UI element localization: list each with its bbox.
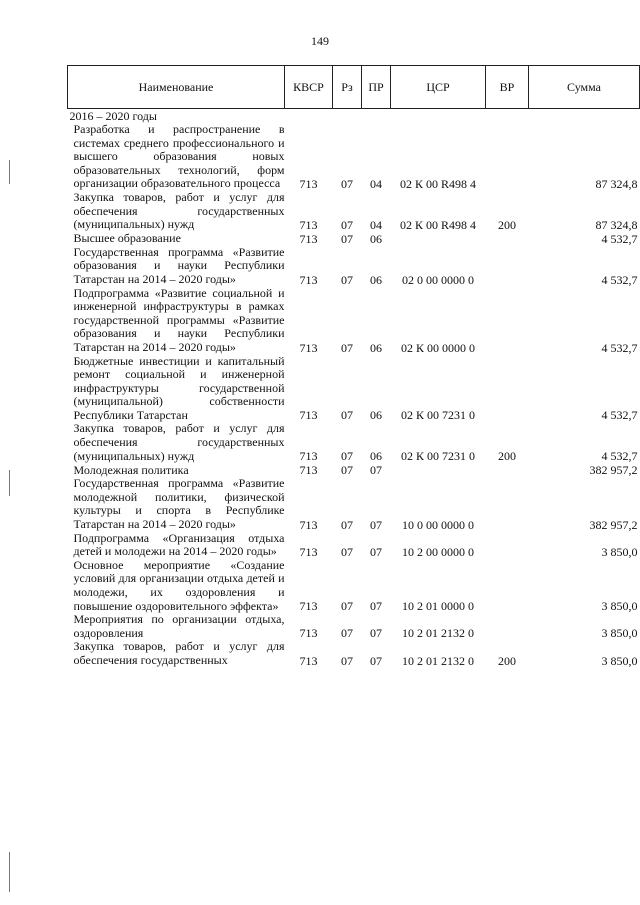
row-vr [486,246,529,287]
row-name: Основное мероприятие «Создание условий для организации отдыха детей и молодежи, их оздоровления и повышение оздоровительного эффекта» [73,557,285,613]
row-name: Бюджетные инвестиции и капитальный ремонт социальной и инженерной инфраструктуры государственной (муниципальной) собственности Республики Татарстан [73,353,285,422]
row-rz: 07 [341,626,353,641]
row-rz: 07 [341,176,353,191]
row-vr [486,232,529,246]
table-row [68,246,640,287]
table-row [68,477,640,531]
table-row [68,463,640,477]
row-kvsr: 713 [299,544,318,559]
table-row [68,532,640,559]
row-pr: 06 [370,231,382,246]
row-sum: 382 957,2 [589,463,638,478]
row-kvsr: 713 [299,449,318,464]
row-vr: 200 [498,653,516,668]
budget-table [67,65,640,668]
row-csr: 10 0 00 0000 0 [402,517,474,532]
row-name: Разработка и распространение в системах среднего профессионального и высшего образования новых образовательных технологий, форм организации образовательного процесса [73,122,285,191]
row-kvsr: 713 [299,176,318,191]
continuation-row [68,109,640,124]
row-rz: 07 [341,463,353,478]
row-rz: 07 [341,272,353,287]
row-rz: 07 [341,544,353,559]
row-pr: 06 [370,408,382,423]
row-vr [486,463,529,477]
row-rz: 07 [341,653,353,668]
table-row [68,640,640,667]
row-rz: 07 [341,599,353,614]
row-sum: 4 532,7 [601,449,638,464]
row-name: Закупка товаров, работ и услуг для обеспечения государственных (муниципальных) нужд [73,421,285,463]
row-name: Государственная программа «Развитие молодежной политики, физической культуры и спорта в Республике Татарстан на 2014 – 2020 годы» [73,476,285,532]
scan-margin-mark [9,852,10,892]
row-sum: 4 532,7 [601,340,638,355]
row-csr: 10 2 00 0000 0 [402,544,474,559]
row-kvsr: 713 [299,340,318,355]
row-rz: 07 [341,340,353,355]
row-sum: 3 850,0 [601,653,638,668]
row-vr [486,477,529,531]
row-kvsr: 713 [299,231,318,246]
row-pr: 04 [370,176,382,191]
row-sum: 3 850,0 [601,599,638,614]
row-kvsr: 713 [299,272,318,287]
row-sum: 4 532,7 [601,231,638,246]
row-csr: 10 2 01 0000 0 [402,599,474,614]
row-sum: 382 957,2 [589,517,638,532]
table-row [68,355,640,423]
row-sum: 3 850,0 [601,544,638,559]
row-csr: 02 К 00 R498 4 [399,217,476,232]
row-rz: 07 [341,449,353,464]
row-csr: 10 2 01 2132 0 [402,626,474,641]
row-csr: 02 К 00 7231 0 [400,449,475,464]
row-name: Высшее образование [73,231,181,246]
row-rz: 07 [341,517,353,532]
row-csr: 02 0 00 0000 0 [402,272,474,287]
row-sum: 87 324,8 [595,176,638,191]
row-name: Государственная программа «Развитие образования и науки Республики Татарстан на 2014 – 2020 годы» [73,244,285,286]
row-rz: 07 [341,217,353,232]
row-sum: 4 532,7 [601,272,638,287]
row-vr [486,559,529,613]
row-name: Подпрограмма «Организация отдыха детей и молодежи на 2014 – 2020 годы» [73,530,285,559]
row-csr: 02 К 00 0000 0 [400,340,475,355]
row-vr [486,355,529,423]
row-csr: 02 К 00 7231 0 [400,408,475,423]
row-name: Закупка товаров, работ и услуг для обеспечения государственных (муниципальных) нужд [73,189,285,232]
row-sum: 4 532,7 [601,408,638,423]
column-header-csr: ЦСР [391,66,486,109]
row-kvsr: 713 [299,408,318,423]
column-header-pr: ПР [362,66,391,109]
row-name: Закупка товаров, работ и услуг для обеспечения государственных [73,639,285,667]
row-csr [391,232,486,246]
row-csr: 02 К 00 R498 4 [399,176,476,191]
row-name: Молодежная политика [73,462,189,477]
row-pr: 06 [370,272,382,287]
row-csr [391,463,486,477]
row-pr: 06 [370,340,382,355]
page-number: 149 [311,34,329,48]
row-kvsr: 713 [299,599,318,614]
row-vr [486,287,529,355]
row-pr: 07 [370,544,382,559]
row-vr [486,123,529,191]
row-pr: 07 [370,463,382,478]
row-kvsr: 713 [299,217,318,232]
table-row [68,559,640,613]
table-row [68,613,640,640]
column-header-sum: Сумма [529,66,640,109]
row-kvsr: 713 [299,517,318,532]
table-row [68,232,640,246]
scan-margin-mark [9,470,10,496]
scan-margin-mark [9,160,10,184]
row-name: Подпрограмма «Развитие социальной и инженерной инфраструктуры в рамках государственной программы «Развитие образования и науки Республики Татарстан на 2014 – 2020 годы» [73,285,285,354]
row-sum: 3 850,0 [601,626,638,641]
table-row [68,191,640,232]
table-row [68,123,640,191]
column-header-rz: Рз [333,66,362,109]
row-pr: 07 [370,653,382,668]
row-vr: 200 [498,449,516,464]
row-pr: 06 [370,449,382,464]
row-kvsr: 713 [299,626,318,641]
column-header-vr: ВР [486,66,529,109]
column-header-name: Наименование [68,66,285,109]
row-pr: 07 [370,599,382,614]
continuation-text: 2016 – 2020 годы [69,109,157,123]
row-vr: 200 [498,217,516,232]
row-kvsr: 713 [299,653,318,668]
row-pr: 07 [370,626,382,641]
table-header-row [68,66,640,109]
row-vr [486,532,529,559]
table-row [68,422,640,463]
row-kvsr: 713 [299,463,318,478]
row-name: Мероприятия по организации отдыха, оздоровления [73,612,285,640]
row-pr: 04 [370,217,382,232]
row-sum: 87 324,8 [595,217,638,232]
column-header-kvsr: КВСР [285,66,333,109]
row-rz: 07 [341,408,353,423]
row-csr: 10 2 01 2132 0 [402,653,474,668]
row-pr: 07 [370,517,382,532]
table-row [68,287,640,355]
table-body [68,109,640,668]
row-rz: 07 [341,231,353,246]
row-vr [486,613,529,640]
